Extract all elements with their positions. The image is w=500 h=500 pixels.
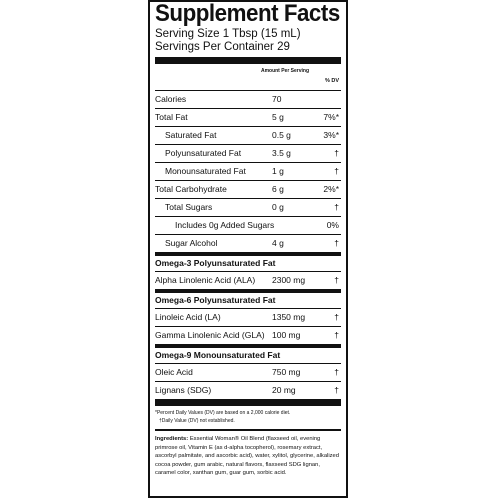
nutrient-row: [155, 272, 341, 289]
serving-size: Serving Size 1 Tbsp (15 mL): [155, 28, 301, 40]
nutrient-row: [155, 382, 341, 399]
amount-per-serving-header: Amount Per Serving: [260, 68, 310, 74]
omega9-heading: Omega-9 Monounsaturated Fat: [155, 348, 341, 364]
nutrient-amount: 1350 mg: [272, 312, 306, 322]
nutrient-row: [155, 309, 341, 327]
nutrient-row: [155, 327, 341, 344]
nutrient-name: Alpha Linolenic Acid (ALA): [155, 275, 256, 285]
nutrient-name: Saturated Fat: [165, 130, 217, 140]
servings-per-container: Servings Per Container 29: [155, 41, 290, 53]
nutrient-amount: 6 g: [272, 184, 284, 194]
nutrient-name: Linoleic Acid (LA): [155, 312, 221, 322]
omega3-heading: Omega-3 Polyunsaturated Fat: [155, 256, 341, 272]
nutrient-name: Lignans (SDG): [155, 385, 212, 395]
nutrient-amount: 3.5 g: [272, 148, 291, 158]
nutrient-amount: 20 mg: [272, 385, 296, 395]
nutrient-amount: 2300 mg: [272, 275, 306, 285]
not-established-footnote: †Daily Value (DV) not established.: [159, 418, 235, 424]
ingredients-text: Essential Woman® Oil Blend (flaxseed oil, evening primrose oil, Vitamin E (as d-alpha tocopherol), rosemary extract, ascorbyl palmitate, and ascorbic acid), water, xylitol, glycerine, alkalized cocoa powder, gum arabic, natural flavors, flaxseed SDG lignan, caramel color, xanthan gum, guar gum, sorbic acid.: [155, 436, 339, 476]
dv-header: % DV: [324, 78, 339, 84]
nutrient-name: Total Sugars: [165, 202, 213, 212]
nutrient-amount: 100 mg: [272, 330, 301, 340]
nutrient-dv: 7%*: [323, 112, 339, 122]
nutrient-name: Polyunsaturated Fat: [165, 148, 242, 158]
nutrient-dv: †: [334, 238, 339, 248]
thick-divider: [155, 399, 341, 406]
nutrient-amount: 4 g: [272, 238, 284, 248]
nutrient-dv: †: [334, 202, 339, 212]
nutrient-row: [155, 199, 341, 217]
nutrient-name: Calories: [155, 94, 187, 104]
nutrient-name: Gamma Linolenic Acid (GLA): [155, 330, 265, 340]
nutrient-row: [155, 181, 341, 199]
nutrient-dv: †: [334, 312, 339, 322]
nutrient-dv: 3%*: [323, 130, 339, 140]
nutrient-row: [155, 109, 341, 127]
nutrient-amount: 0.5 g: [272, 130, 291, 140]
nutrient-row: [155, 91, 341, 109]
nutrient-row: [155, 235, 341, 252]
panel-title: Supplement Facts: [155, 0, 340, 27]
nutrient-name: Total Fat: [155, 112, 188, 122]
column-header: [155, 64, 341, 91]
omega6-heading: Omega-6 Polyunsaturated Fat: [155, 293, 341, 309]
ingredients: [155, 431, 341, 478]
nutrient-dv: †: [334, 385, 339, 395]
nutrient-dv: 0%: [326, 220, 339, 230]
nutrient-amount: 1 g: [272, 166, 284, 176]
thick-divider: [155, 57, 341, 64]
nutrient-dv: †: [334, 148, 339, 158]
nutrient-name: Monounsaturated Fat: [165, 166, 246, 176]
nutrient-amount: 70: [272, 94, 282, 104]
nutrient-name: Includes 0g Added Sugars: [175, 220, 275, 230]
nutrient-row: [155, 163, 341, 181]
nutrient-dv: †: [334, 367, 339, 377]
nutrient-amount: 0 g: [272, 202, 284, 212]
nutrient-row: [155, 364, 341, 382]
nutrient-dv: †: [334, 275, 339, 285]
nutrient-dv: 2%*: [323, 184, 339, 194]
nutrient-row: [155, 217, 341, 235]
supplement-facts-panel: [148, 0, 348, 498]
nutrient-name: Total Carbohydrate: [155, 184, 227, 194]
daily-value-footnote: *Percent Daily Values (DV) are based on a 2,000 calorie diet.: [155, 410, 291, 416]
ingredients-label: Ingredients:: [155, 436, 189, 442]
nutrient-name: Oleic Acid: [155, 367, 193, 377]
nutrient-amount: 5 g: [272, 112, 284, 122]
nutrient-dv: †: [334, 166, 339, 176]
nutrient-dv: †: [334, 330, 339, 340]
nutrient-amount: 750 mg: [272, 367, 301, 377]
nutrient-row: [155, 145, 341, 163]
nutrient-row: [155, 127, 341, 145]
nutrient-name: Sugar Alcohol: [165, 238, 218, 248]
